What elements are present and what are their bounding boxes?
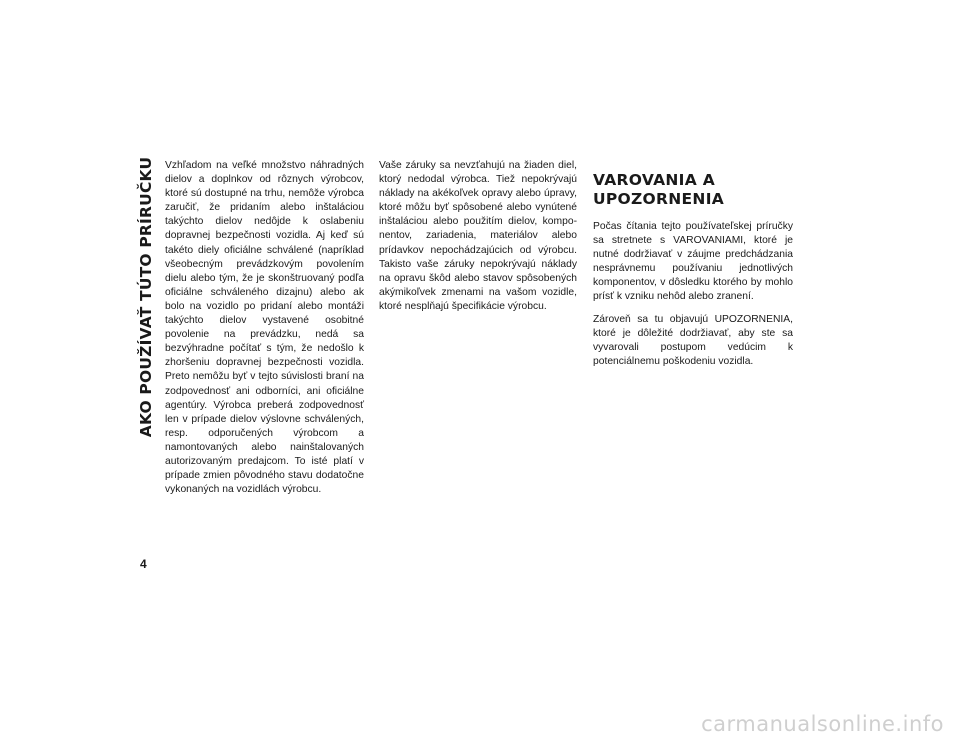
text-column-2 xyxy=(379,159,577,322)
text-column-3 xyxy=(593,159,793,377)
text-column-1 xyxy=(165,159,364,505)
section-side-title xyxy=(136,156,156,438)
watermark: carmanualsonline.info xyxy=(701,712,944,736)
section-side-title-text: AKO POUŽÍVAŤ TÚTO PRÍRUČKU xyxy=(137,156,155,438)
paragraph: Vzhľadom na veľké množstvo náhradných dielov a doplnkov od rôznych výrobcov, ktoré sú dostupné na trhu, nemôže výrobca zaručiť, že pridaním alebo inštaláciou takýchto dielov nedôjde k oslabeniu dopravnej bezpečnosti vozidla. Aj keď sú takéto diely oficiálne schválené (napríklad všeobecným prevádzkovým povolením dielu alebo tým, že je skonštruovaný podľa oficiálne schváleného dizajnu) alebo ak bolo na vozidlo po pridaní alebo montáži takýchto dielov vystavené osobitné povolenie na prevádzku, nedá sa bezvýhradne počítať s tým, že nedošlo k zhoršeniu dopravnej bezpečnosti vozidla. Preto nemôžu byť v tejto súvislosti braní na zodpovednosť ani odborníci, ani oficiálne agentúry. Výrobca preberá zodpovednosť len v prípade dielov výslovne schválených, resp. odporučených výrobcom a namontovaných alebo nainštalovaných autorizovaným predajcom. To isté platí v prípade zmien pôvodného stavu dodatočne vykonaných na vozidlách výrobcu. xyxy=(165,160,364,496)
paragraph: Zároveň sa tu objavujú UPOZORNENIA, ktoré je dôležité dodržiavať, aby ste sa vyvarovali postupom vedúcim k potenciálnemu poškodeniu vozidla. xyxy=(593,313,793,367)
page-number: 4 xyxy=(140,557,147,571)
paragraph: Vaše záruky sa nevzťahujú na žiaden diel, ktorý nedodal výrobca. Tiež nepokrývajú náklady na akékoľvek opravy alebo úpravy, ktoré môžu byť spôsobené alebo vynútené inštaláciou alebo použitím dielov, komponentov, zariadenia, materiálov alebo prídavkov nepochádzajúcich od výrobcu. Takisto vaše záruky nepokrývajú náklady na opravu škôd alebo stavov spôsobených akýmikoľvek zmenami na vašom vozidle, ktoré nesplňajú špecifikácie výrobcu. xyxy=(379,160,577,312)
paragraph: Počas čítania tejto používateľskej príručky sa stretnete s VAROVANIAMI, ktoré je nutné dodržiavať v záujme predchádzania nesprávnemu používaniu jednotlivých komponentov, v dôsledku ktorého by mohlo prísť k vzniku nehôd alebo zranení. xyxy=(593,221,793,303)
section-heading: VAROVANIA A UPOZORNENIA xyxy=(593,171,725,208)
